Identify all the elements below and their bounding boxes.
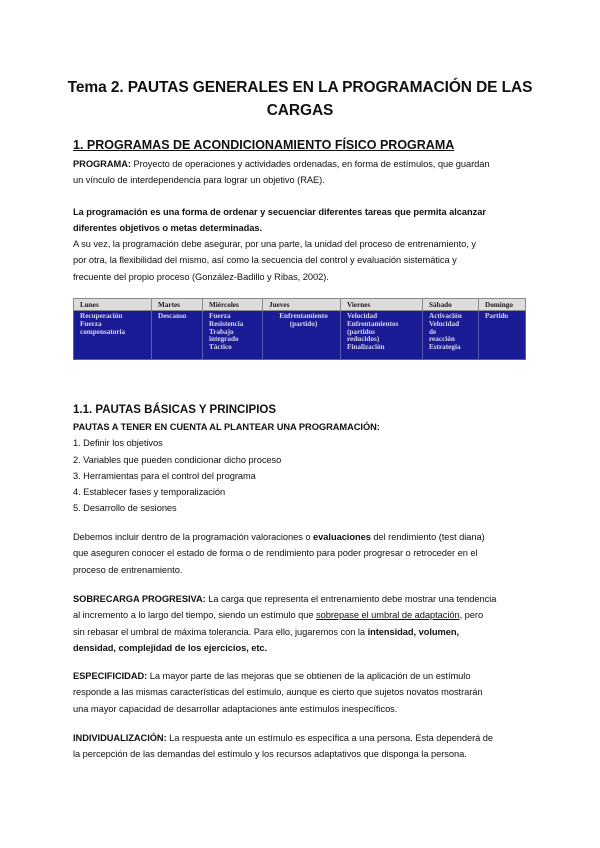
- cell-text: reducidos): [347, 335, 380, 344]
- list-item: 4. Establecer fases y temporalización: [73, 487, 226, 498]
- sobrecarga-line-4: densidad, complejidad de los ejercicios, etc.: [73, 642, 268, 653]
- cell-jueves: [263, 311, 341, 360]
- eval-line-3: proceso de entrenamiento.: [73, 564, 183, 575]
- cell-text: Estrategia: [429, 343, 461, 352]
- pautas-subheading: PAUTAS A TENER EN CUENTA AL PLANTEAR UNA PROGRAMACIÓN:: [73, 422, 380, 432]
- section-1-heading: 1. PROGRAMAS DE ACONDICIONAMIENTO FÍSICO PROGRAMA: [73, 138, 455, 152]
- para-line-2: por otra, la flexibilidad del mismo, así como la secuencia del control y evaluación sistemática y: [73, 255, 457, 266]
- header-jueves: Jueves: [263, 299, 341, 311]
- schedule-header-row: [74, 299, 526, 311]
- cell-sabado: [423, 311, 479, 360]
- header-lunes: Lunes: [74, 299, 152, 311]
- eval-text: Debemos incluir dentro de la programación valoraciones o: [73, 532, 314, 542]
- individualizacion-paragraph: [73, 730, 533, 763]
- cell-text: integrado: [209, 335, 239, 344]
- especificidad-paragraph: [73, 668, 533, 717]
- especificidad-label: ESPECIFICIDAD:: [73, 671, 148, 681]
- cell-domingo: [479, 311, 526, 360]
- bold-line-2: diferentes objetivos o metas determinadas.: [73, 223, 263, 234]
- list-item: 1. Definir los objetivos: [73, 438, 163, 449]
- especificidad-line-3: una mayor capacidad de desarrollar adaptaciones ante estímulos inespecíficos.: [73, 703, 398, 714]
- programa-def-line-2: un vínculo de interdependencia para lograr un objetivo (RAE).: [73, 175, 325, 186]
- title-line-1: Tema 2. PAUTAS GENERALES EN LA PROGRAMACIÓN DE LAS: [67, 79, 533, 96]
- programa-label: PROGRAMA:: [73, 159, 131, 169]
- cell-text: Finalización: [347, 343, 385, 352]
- programacion-paragraph: [73, 236, 533, 285]
- title-line-2: CARGAS: [266, 102, 334, 119]
- especificidad-line-1: La mayor parte de las mejoras que se obtienen de la aplicación de un estímulo: [147, 671, 471, 681]
- cell-text: Velocidad: [347, 312, 378, 320]
- cell-martes: [152, 311, 203, 360]
- page-title: [60, 76, 540, 122]
- header-domingo: Domingo: [479, 299, 526, 311]
- cell-lunes: [74, 311, 152, 360]
- header-sabado: Sábado: [423, 299, 479, 311]
- sobrecarga-bold: intensidad, volumen,: [367, 626, 460, 637]
- cell-text: Resistencia: [209, 319, 244, 328]
- list-item: 2. Variables que pueden condicionar dicho proceso: [73, 454, 282, 465]
- header-miercoles: Miércoles: [203, 299, 263, 311]
- sobrecarga-text: , pero: [459, 610, 484, 621]
- para-line-3: frecuente del propio proceso (González-Badillo y Ribas, 2002).: [73, 271, 329, 282]
- cell-miercoles: [203, 311, 263, 360]
- programacion-bold-paragraph: [73, 204, 533, 237]
- evaluaciones-paragraph: [73, 529, 533, 578]
- cell-text: Trabajo: [209, 327, 234, 336]
- list-item: 3. Herramientas para el control del programa: [73, 470, 256, 481]
- sobrecarga-label: SOBRECARGA PROGRESIVA:: [73, 594, 206, 604]
- header-viernes: Viernes: [341, 299, 423, 311]
- cell-viernes: [341, 311, 423, 360]
- para-line-1: A su vez, la programación debe asegurar, por una parte, la unidad del proceso de entrenamiento, y: [73, 239, 476, 249]
- cell-text: (partidos: [347, 327, 375, 336]
- cell-text: Activación: [429, 312, 462, 320]
- individualizacion-line-2: la percepción de las demandas del estímulo y los recursos adaptativos que disponga la persona.: [73, 749, 467, 760]
- sobrecarga-paragraph: [73, 591, 533, 656]
- bold-line-1: La programación es una forma de ordenar y secuenciar diferentes tareas que permita alcanzar: [73, 207, 486, 217]
- cell-text: compensatoria: [80, 327, 126, 336]
- cell-text: Partido: [485, 312, 509, 320]
- cell-text: Recuperación: [80, 312, 123, 320]
- section-1-1-heading: 1.1. PAUTAS BÁSICAS Y PRINCIPIOS: [73, 404, 277, 416]
- sobrecarga-text: sin rebasar el umbral de máxima tolerancia. Para ello, jugaremos con la: [73, 626, 368, 637]
- header-martes: Martes: [152, 299, 203, 311]
- pautas-list-block: [73, 419, 533, 517]
- sobrecarga-line-1: La carga que representa el entrenamiento debe mostrar una tendencia: [205, 594, 497, 604]
- programa-def-line-1: Proyecto de operaciones y actividades ordenadas, en forma de estímulos, que guardan: [130, 159, 490, 169]
- cell-text: reacción: [429, 335, 455, 344]
- weekly-schedule-table: [73, 298, 526, 360]
- especificidad-line-2: responde a las mismas características del estímulo, aunque es cierto que sujetos novatos mostrarán: [73, 687, 483, 698]
- cell-text: Táctico: [209, 343, 232, 352]
- cell-text: Fuerza: [80, 319, 102, 328]
- eval-text: del rendimiento (test diana): [370, 532, 485, 542]
- cell-text: Descanso: [158, 312, 187, 320]
- cell-text: Enfrentamientos: [347, 319, 399, 328]
- eval-line-2: que aseguren conocer el estado de forma o de rendimiento para poder progresar o retroceder en el: [73, 548, 478, 559]
- individualizacion-line-1: La respuesta ante un estímulo es específica a una persona. Esta dependerá de: [166, 733, 494, 743]
- list-item: 5. Desarrollo de sesiones: [73, 503, 177, 514]
- schedule-body-row: [74, 311, 526, 360]
- cell-text: de: [429, 327, 437, 336]
- sobrecarga-text: al incremento a lo largo del tiempo, siendo un estímulo que: [73, 610, 316, 621]
- cell-text: (partido): [289, 319, 318, 328]
- cell-text: Enfrentamiento: [279, 312, 328, 320]
- sobrecarga-underlined: sobrepase el umbral de adaptación: [316, 610, 460, 621]
- cell-text: Velocidad: [429, 319, 460, 328]
- programa-definition: [73, 156, 533, 189]
- cell-text: Fuerza: [209, 312, 231, 320]
- eval-bold: evaluaciones: [313, 532, 371, 542]
- individualizacion-label: INDIVIDUALIZACIÓN:: [73, 733, 167, 743]
